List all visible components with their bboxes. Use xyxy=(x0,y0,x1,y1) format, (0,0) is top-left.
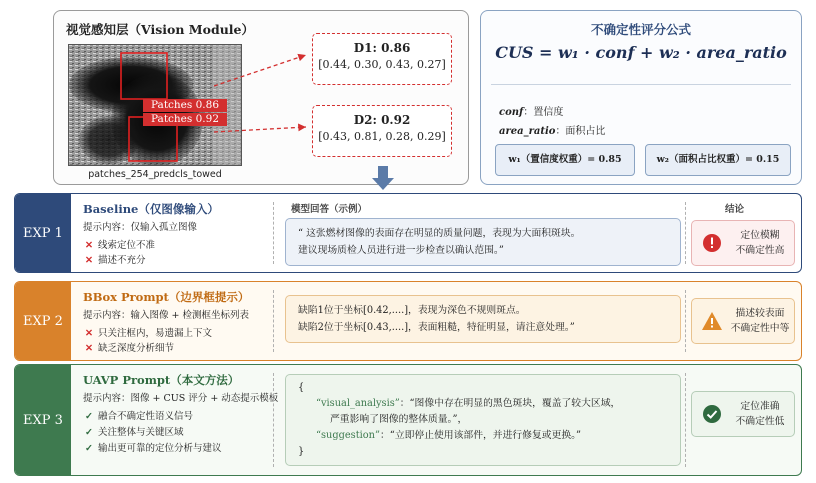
response-column-title: 模型回答（示例） xyxy=(291,204,368,215)
exp2-response-line-2: 缺陷2位于坐标[0.43,....]，表面粗糙，特征明显，请注意处理。” xyxy=(298,322,575,333)
exp2-divider-left xyxy=(273,290,274,352)
exp2-conclusion-line-1: 描述较表面 xyxy=(735,308,785,319)
x-mark-icon: ✕ xyxy=(85,343,93,354)
check-mark-icon: ✓ xyxy=(85,443,93,454)
def-conf-term: conf xyxy=(499,107,524,118)
exp1-heading: Baseline（仅图像输入） xyxy=(83,202,219,216)
exp3-conclusion xyxy=(691,391,795,437)
weight-w1-box: w₁（置信度权重）= 0.85 xyxy=(495,144,635,176)
exp3-heading: UAVP Prompt（本文方法） xyxy=(83,373,240,387)
exp1-row xyxy=(14,193,802,273)
json-line-suggestion xyxy=(298,428,668,444)
exp2-response-line-1: 缺陷1位于坐标[0.42,....]，表现为深色不规则斑点。 xyxy=(298,305,526,316)
exp1-conclusion xyxy=(691,220,795,266)
exp2-response xyxy=(285,295,681,343)
exp2-row xyxy=(14,281,802,361)
vision-module-title: 视觉感知层（Vision Module） xyxy=(66,22,254,37)
exp3-item-2 xyxy=(85,424,184,438)
patch-label-2: Patches 0.92 xyxy=(143,113,227,126)
def-area xyxy=(499,122,605,137)
json-open-brace: { xyxy=(298,382,305,393)
exp3-item-2-text: 关注整体与关键区域 xyxy=(98,427,184,438)
d1-vector: [0.44, 0.30, 0.43, 0.27] xyxy=(318,58,446,71)
json-key-visual-analysis: “visual_analysis” xyxy=(316,398,400,409)
weight-w2-box: w₂（面积占比权重）= 0.15 xyxy=(645,144,791,176)
formula-title: 不确定性评分公式 xyxy=(590,22,691,37)
x-mark-icon: ✕ xyxy=(85,240,93,251)
exp1-item-1-text: 线索定位不准 xyxy=(98,240,156,251)
formula-divider xyxy=(491,84,791,85)
check-mark-icon: ✓ xyxy=(85,411,93,422)
exp1-item-2 xyxy=(85,252,146,266)
exp3-item-1-text: 融合不确定性语义信号 xyxy=(98,411,194,422)
json-close-brace: } xyxy=(298,446,305,457)
exp3-conclusion-line-2: 不确定性低 xyxy=(735,416,785,427)
exp1-response xyxy=(285,218,681,266)
detection-box-d2 xyxy=(312,105,452,157)
exp1-tab: EXP 1 xyxy=(15,194,71,272)
exp3-item-3-text: 输出更可靠的定位分析与建议 xyxy=(98,443,222,454)
exp2-conclusion-line-2: 不确定性中等 xyxy=(730,323,790,334)
warning-icon xyxy=(698,311,726,331)
exp2-heading: BBox Prompt（边界框提示） xyxy=(83,290,250,304)
d1-title: D1: 0.86 xyxy=(353,41,411,55)
detection-box-d1 xyxy=(312,33,452,85)
d2-vector: [0.43, 0.81, 0.28, 0.29] xyxy=(318,130,446,143)
json-line-visual-analysis xyxy=(298,396,668,412)
exp2-divider-right xyxy=(685,290,686,352)
def-area-desc: ：面积占比 xyxy=(555,126,606,137)
exp2-item-1 xyxy=(85,325,212,339)
json-value-visual-analysis-2: 严重影响了图像的整体质量。”， xyxy=(330,414,468,425)
cus-formula-panel xyxy=(480,10,802,185)
exp2-item-1-text: 只关注框内，易遗漏上下文 xyxy=(98,328,213,339)
vision-module-panel xyxy=(53,10,469,185)
exp3-divider-right xyxy=(685,373,686,467)
exp1-response-line-2: 建议现场质检人员进行进一步检查以确认范围。” xyxy=(298,245,504,256)
check-circle-icon xyxy=(698,404,726,424)
exp2-item-2 xyxy=(85,340,174,354)
exp2-description: 提示内容：输入图像 + 检测框坐标列表 xyxy=(83,310,249,321)
patch-label-1: Patches 0.86 xyxy=(143,99,227,112)
json-key-suggestion: “suggestion” xyxy=(316,430,381,441)
check-mark-icon: ✓ xyxy=(85,427,93,438)
exp2-conclusion xyxy=(691,298,795,344)
exp1-conclusion-line-1: 定位模糊 xyxy=(740,230,780,241)
exp2-tab: EXP 2 xyxy=(15,282,71,360)
exp1-divider-right xyxy=(685,202,686,264)
def-conf-desc: ：置信度 xyxy=(523,107,564,118)
x-mark-icon: ✕ xyxy=(85,255,93,266)
exp1-description: 提示内容：仅输入孤立图像 xyxy=(83,222,198,233)
exp1-divider-left xyxy=(273,202,274,264)
exp3-description: 提示内容：图像 + CUS 评分 + 动态提示模板 xyxy=(83,393,279,404)
conclusion-column-title: 结论 xyxy=(725,204,745,215)
image-caption: patches_254_predcls_towed xyxy=(88,169,222,180)
error-icon xyxy=(698,233,726,253)
exp1-response-line-1: “ 这张燃材图像的表面存在明显的质量问题，表现为大面积斑块。 xyxy=(298,228,581,239)
formula-equation: CUS = w₁ · conf + w₂ · area_ratio xyxy=(495,43,787,62)
down-arrow-icon xyxy=(372,166,394,190)
exp1-item-1 xyxy=(85,237,155,251)
def-area-term: area_ratio xyxy=(499,126,556,137)
json-value-visual-analysis-1: ：“图像中存在明显的黑色斑块，覆盖了较大区域， xyxy=(399,398,621,409)
exp2-item-2-text: 缺乏深度分析细节 xyxy=(98,343,175,354)
json-value-suggestion: ：“立即停止使用该部件，并进行修复或更换。” xyxy=(380,430,582,441)
exp3-tab: EXP 3 xyxy=(15,365,71,475)
exp3-row xyxy=(14,364,802,476)
exp3-item-1 xyxy=(85,408,193,422)
exp3-item-3 xyxy=(85,440,222,454)
exp1-item-2-text: 描述不充分 xyxy=(98,255,146,266)
d2-title: D2: 0.92 xyxy=(353,113,411,127)
exp3-divider-left xyxy=(273,373,274,467)
exp1-conclusion-line-2: 不确定性高 xyxy=(735,245,785,256)
exp3-response-json xyxy=(285,374,681,466)
x-mark-icon: ✕ xyxy=(85,328,93,339)
def-conf xyxy=(499,103,563,118)
exp3-conclusion-line-1: 定位准确 xyxy=(740,401,780,412)
